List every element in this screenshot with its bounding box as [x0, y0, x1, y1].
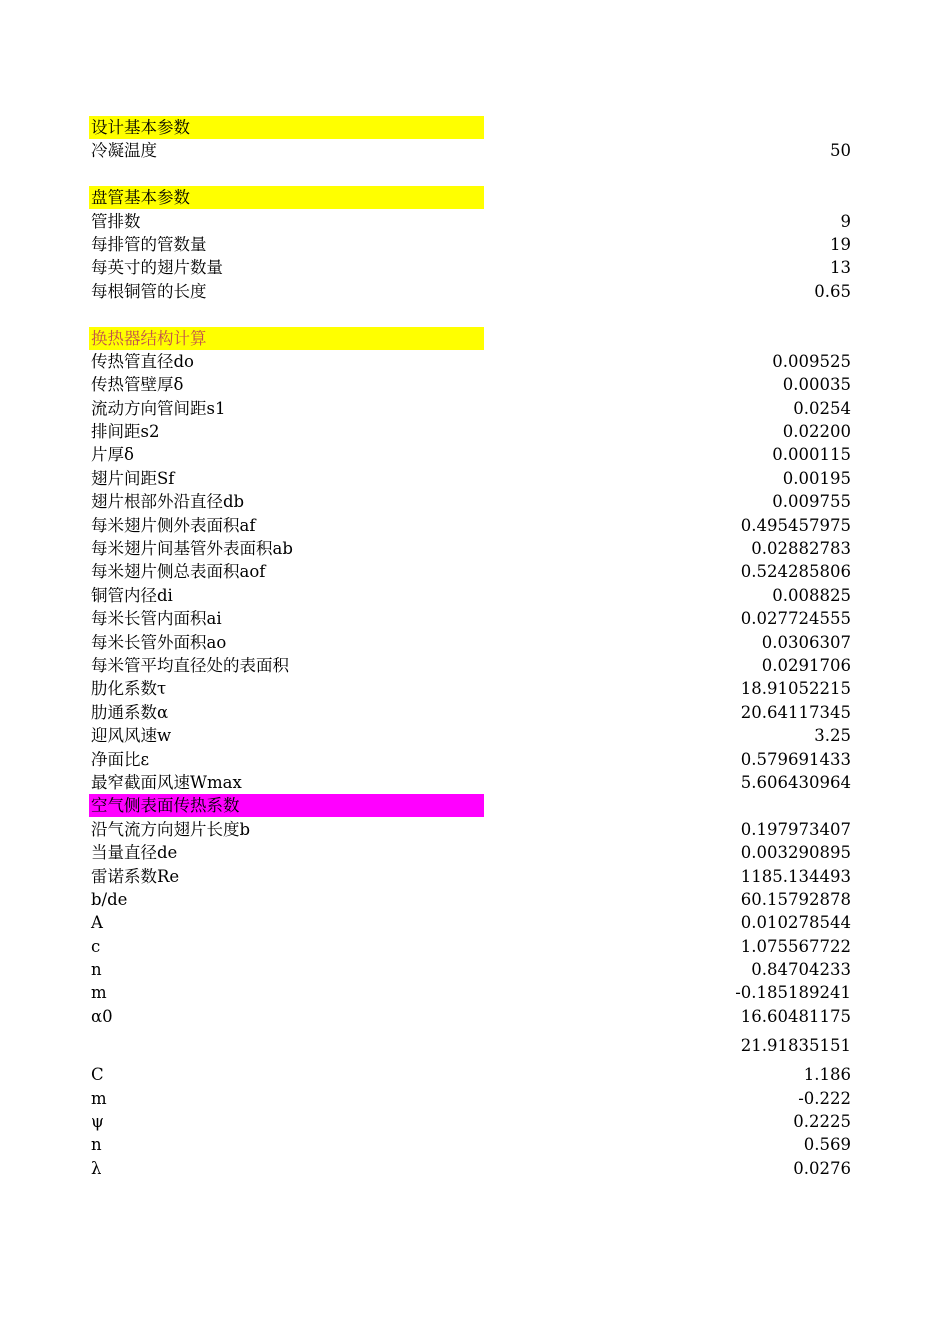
table-row[interactable]	[89, 607, 853, 630]
row-label: 片厚δ	[91, 445, 134, 465]
row-value: 3.25	[814, 726, 851, 746]
row-value: 0.008825	[772, 585, 851, 605]
row-value: 60.15792878	[740, 889, 851, 909]
table-row[interactable]	[89, 233, 853, 256]
section-header-coil[interactable]	[89, 186, 853, 209]
row-value: 0.003290895	[740, 843, 851, 863]
table-row[interactable]	[89, 865, 853, 888]
table-row[interactable]	[89, 771, 853, 794]
row-value: 0.00035	[782, 375, 851, 395]
table-row[interactable]	[89, 958, 853, 981]
row-value: 1185.134493	[740, 866, 851, 886]
table-row[interactable]	[89, 911, 853, 934]
table-row[interactable]	[89, 1063, 853, 1086]
row-label: 翅片间距Sf	[91, 468, 175, 488]
row-value: 13	[830, 258, 851, 278]
row-value: 50	[830, 141, 851, 161]
table-row[interactable]	[89, 584, 853, 607]
table-row[interactable]	[89, 701, 853, 724]
section-title-air-side: 空气侧表面传热系数	[89, 794, 484, 817]
row-label: 当量直径de	[91, 843, 178, 863]
row-value: 0.0306307	[761, 632, 851, 652]
table-row[interactable]	[89, 1110, 853, 1133]
row-label: 每米长管内面积ai	[91, 609, 222, 629]
row-value: 0.00195	[782, 468, 851, 488]
row-label: 迎风风速w	[91, 726, 172, 746]
row-value: 0.010278544	[740, 913, 851, 933]
table-row[interactable]	[89, 981, 853, 1004]
row-value: 0.524285806	[740, 562, 851, 582]
row-value: 20.64117345	[740, 702, 851, 722]
table-row[interactable]	[89, 724, 853, 747]
row-value: 0.009755	[772, 492, 851, 512]
row-label: C	[91, 1065, 104, 1085]
row-value: 0.000115	[772, 445, 851, 465]
row-label: 每米管平均直径处的表面积	[91, 655, 289, 675]
row-label: 每米翅片侧外表面积af	[91, 515, 256, 535]
row-label: m	[91, 1088, 107, 1108]
table-row[interactable]	[89, 631, 853, 654]
section-title-coil: 盘管基本参数	[89, 186, 484, 209]
table-row[interactable]	[89, 1087, 853, 1110]
row-label: 沿气流方向翅片长度b	[91, 819, 251, 839]
row-value: 0.197973407	[740, 819, 851, 839]
table-row[interactable]	[89, 1028, 853, 1063]
row-label: 肋化系数τ	[91, 679, 167, 699]
row-value: -0.185189241	[735, 983, 851, 1003]
row-label: α0	[91, 1006, 113, 1026]
table-row[interactable]	[89, 256, 853, 279]
table-row[interactable]	[89, 210, 853, 233]
row-label: 肋通系数α	[91, 702, 169, 722]
row-label: b/de	[91, 889, 128, 909]
row-label: 排间距s2	[91, 422, 160, 442]
row-label: λ	[91, 1158, 102, 1178]
row-value: 0.579691433	[740, 749, 851, 769]
table-row[interactable]	[89, 420, 853, 443]
row-label: A	[91, 913, 103, 933]
row-label: 每米翅片间基管外表面积ab	[91, 539, 293, 559]
table-row[interactable]	[89, 467, 853, 490]
table-row[interactable]	[89, 677, 853, 700]
row-label: 每米翅片侧总表面积aof	[91, 562, 266, 582]
row-value: 18.91052215	[740, 679, 851, 699]
row-label: 每排管的管数量	[91, 234, 207, 254]
table-row[interactable]	[89, 935, 853, 958]
row-label: m	[91, 983, 107, 1003]
row-value: 0.027724555	[740, 609, 851, 629]
row-value: 0.02882783	[751, 539, 851, 559]
table-row[interactable]	[89, 1157, 853, 1180]
table-row[interactable]	[89, 1133, 853, 1156]
row-label: 传热管直径do	[91, 351, 194, 371]
row-value: 0.0276	[793, 1158, 851, 1178]
row-value: 21.91835151	[740, 1036, 851, 1056]
table-row[interactable]	[89, 818, 853, 841]
row-value: 1.186	[803, 1065, 851, 1085]
section-header-structure[interactable]	[89, 327, 853, 350]
row-label: 每英寸的翅片数量	[91, 258, 223, 278]
row-value: 0.009525	[772, 351, 851, 371]
row-value: 0.2225	[793, 1112, 851, 1132]
table-row[interactable]	[89, 841, 853, 864]
row-label: 雷诺系数Re	[91, 866, 180, 886]
row-value: 5.606430964	[740, 772, 851, 792]
table-row[interactable]	[89, 443, 853, 466]
row-value: 0.65	[814, 281, 851, 301]
table-row[interactable]	[89, 748, 853, 771]
blank-row[interactable]	[89, 163, 853, 186]
table-row[interactable]	[89, 1005, 853, 1028]
row-label: 铜管内径di	[91, 585, 173, 605]
row-label: 每根铜管的长度	[91, 281, 207, 301]
row-label: 最窄截面风速Wmax	[91, 772, 242, 792]
table-row[interactable]	[89, 514, 853, 537]
row-value: 0.495457975	[740, 515, 851, 535]
row-label: 每米长管外面积ao	[91, 632, 227, 652]
row-label: 净面比ε	[91, 749, 150, 769]
row-value: -0.222	[798, 1088, 851, 1108]
row-label: 流动方向管间距s1	[91, 398, 226, 418]
row-value: 0.02200	[782, 422, 851, 442]
row-value: 0.0291706	[761, 655, 851, 675]
row-label: 翅片根部外沿直径db	[91, 492, 245, 512]
table-row[interactable]	[89, 350, 853, 373]
row-label: c	[91, 936, 101, 956]
table-row[interactable]	[89, 654, 853, 677]
row-value: 16.60481175	[740, 1006, 851, 1026]
table-row[interactable]	[89, 397, 853, 420]
table-row[interactable]	[89, 139, 853, 162]
row-value: 19	[830, 234, 851, 254]
row-value: 1.075567722	[740, 936, 851, 956]
table-row[interactable]	[89, 537, 853, 560]
row-value: 9	[840, 211, 851, 231]
table-row[interactable]	[89, 888, 853, 911]
section-title-structure: 换热器结构计算	[89, 327, 484, 350]
spreadsheet	[89, 116, 853, 1180]
table-row[interactable]	[89, 560, 853, 583]
table-row[interactable]	[89, 280, 853, 303]
blank-row[interactable]	[89, 303, 853, 326]
row-label: 管排数	[91, 211, 141, 231]
row-value: 0.569	[803, 1135, 851, 1155]
row-label: 冷凝温度	[91, 141, 157, 161]
row-label: 传热管壁厚δ	[91, 375, 184, 395]
section-header-design[interactable]	[89, 116, 853, 139]
row-value: 0.0254	[793, 398, 851, 418]
row-label: n	[91, 960, 102, 980]
section-title-design: 设计基本参数	[89, 116, 484, 139]
row-value: 0.84704233	[751, 960, 851, 980]
row-label: n	[91, 1135, 102, 1155]
row-label: ψ	[91, 1112, 104, 1132]
section-header-air-side[interactable]	[89, 794, 853, 817]
table-row[interactable]	[89, 490, 853, 513]
table-row[interactable]	[89, 373, 853, 396]
